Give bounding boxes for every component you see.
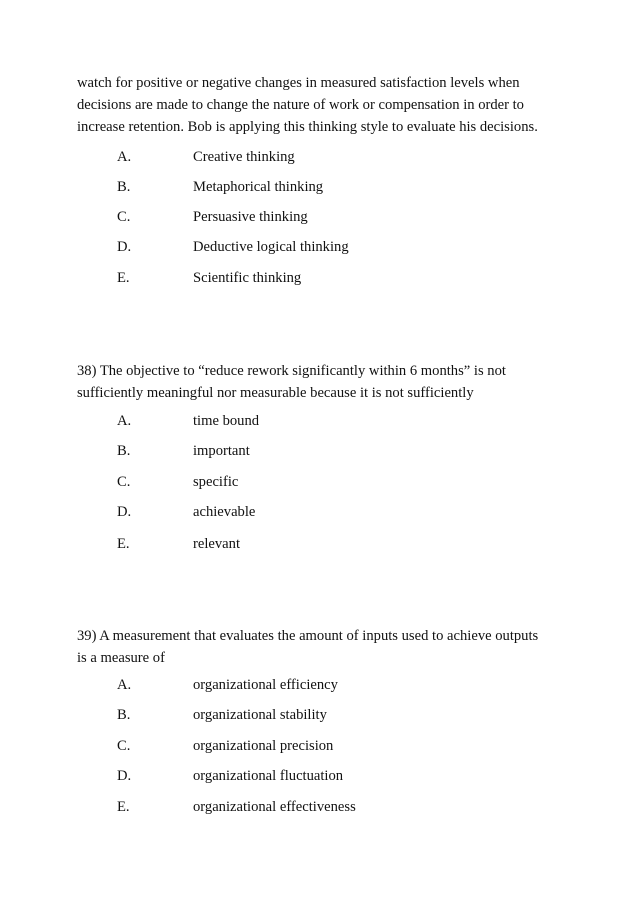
option-letter: A. <box>117 149 132 165</box>
question-line: decisions are made to change the nature of work or compensation in order to <box>77 97 524 113</box>
option-text: organizational precision <box>193 738 334 754</box>
question-38-text <box>77 360 577 404</box>
option-letter: C. <box>117 209 131 225</box>
option-letter: E. <box>117 536 130 552</box>
option-letter: D. <box>117 239 132 255</box>
option-letter: D. <box>117 768 132 784</box>
option-text: Creative thinking <box>193 149 295 165</box>
question-line: is a measure of <box>77 650 165 666</box>
option-text: Metaphorical thinking <box>193 179 324 195</box>
option-text: time bound <box>193 413 260 429</box>
question-line: 39) A measurement that evaluates the amount of inputs used to achieve outputs <box>77 628 539 644</box>
option-text: relevant <box>193 536 240 552</box>
question-line: watch for positive or negative changes in measured satisfaction levels when <box>77 75 520 91</box>
question-line: sufficiently meaningful nor measurable because it is not sufficiently <box>77 385 474 401</box>
option-letter: D. <box>117 504 132 520</box>
option-letter: B. <box>117 707 131 723</box>
option-letter: E. <box>117 270 130 286</box>
option-text: achievable <box>193 504 256 520</box>
option-text: Deductive logical thinking <box>193 239 349 255</box>
option-letter: C. <box>117 738 131 754</box>
option-text: organizational fluctuation <box>193 768 344 784</box>
option-letter: E. <box>117 799 130 815</box>
option-letter: B. <box>117 443 131 459</box>
option-letter: A. <box>117 677 132 693</box>
option-text: organizational effectiveness <box>193 799 356 815</box>
question-39-text <box>77 625 577 669</box>
option-text: organizational stability <box>193 707 327 723</box>
option-text: Scientific thinking <box>193 270 302 286</box>
option-letter: C. <box>117 474 131 490</box>
question-line: 38) The objective to “reduce rework significantly within 6 months” is not <box>77 363 506 379</box>
question-line: increase retention. Bob is applying this thinking style to evaluate his decisions. <box>77 119 538 135</box>
option-letter: B. <box>117 179 131 195</box>
option-text: specific <box>193 474 239 490</box>
question-37-text <box>77 72 577 138</box>
option-letter: A. <box>117 413 132 429</box>
option-text: important <box>193 443 250 459</box>
option-text: Persuasive thinking <box>193 209 308 225</box>
option-text: organizational efficiency <box>193 677 338 693</box>
